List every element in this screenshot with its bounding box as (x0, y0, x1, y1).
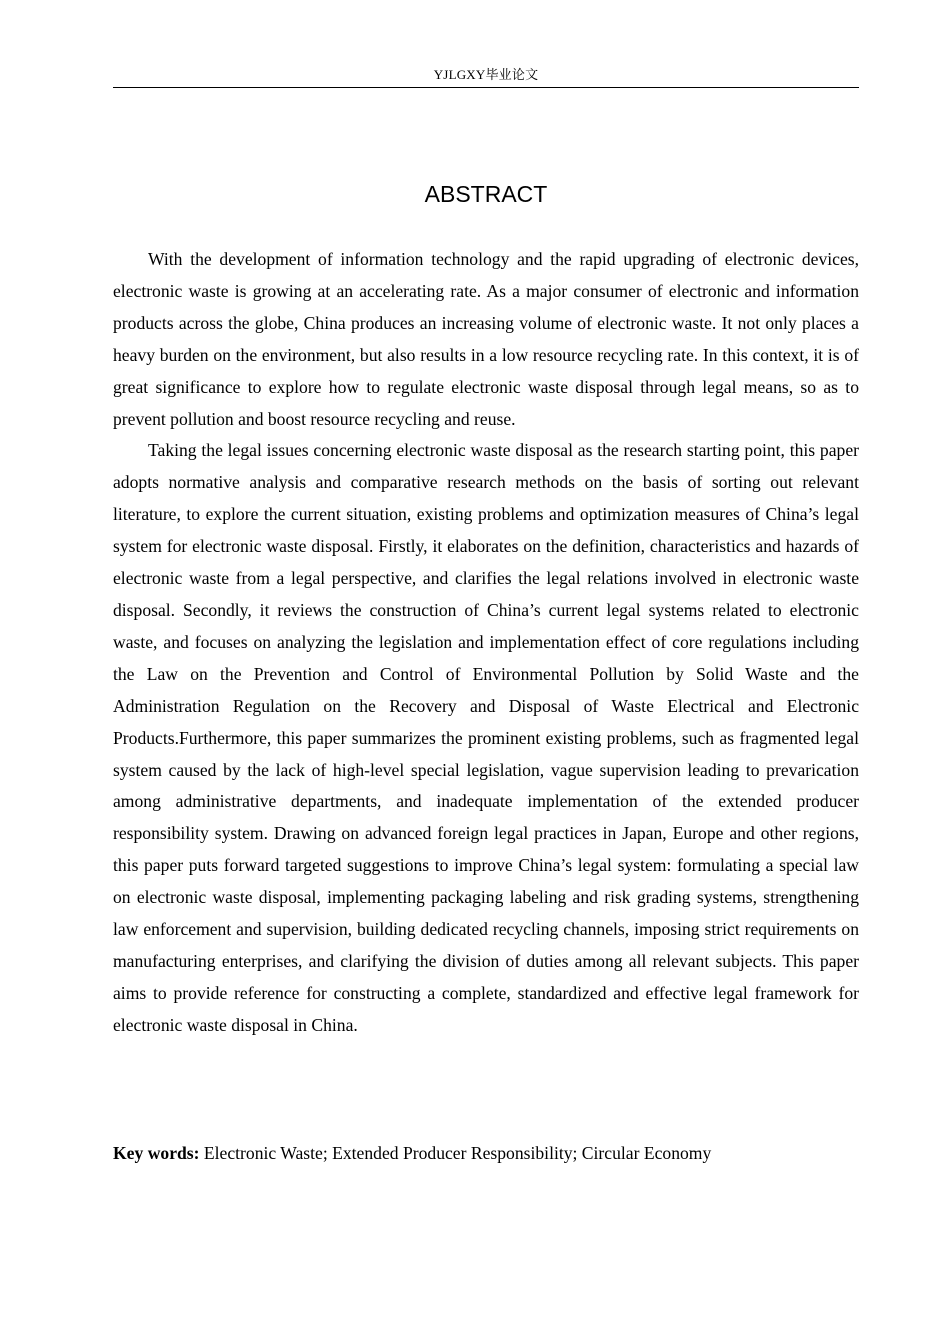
keywords-line (113, 1138, 859, 1169)
running-header: YJLGXY毕业论文 (433, 67, 539, 82)
abstract-paragraph-1: With the development of information technology and the rapid upgrading of electronic devices, electronic waste is growing at an accelerating rate. As a major consumer of electronic and information products across the globe, China produces an increasing volume of electronic waste. It not only places a heavy burden on the environment, but also results in a low resource recycling rate. In this context, it is of great significance to explore how to regulate electronic waste disposal through legal means, so as to prevent pollution and boost resource recycling and reuse. (113, 249, 859, 429)
keywords-label: Key words: (113, 1143, 200, 1163)
abstract-body (113, 244, 859, 1042)
header-rule (113, 87, 859, 88)
keywords-text: Electronic Waste; Extended Producer Responsibility; Circular Economy (203, 1143, 712, 1163)
abstract-title: ABSTRACT (424, 181, 548, 207)
abstract-paragraph-2: Taking the legal issues concerning electronic waste disposal as the research starting point, this paper adopts normative analysis and comparative research methods on the basis of sorting out relevant literature, to explore the current situation, existing problems and optimization measures of China’s legal system for electronic waste disposal. Firstly, it elaborates on the definition, characteristics and hazards of electronic waste from a legal perspective, and clarifies the legal relations involved in electronic waste disposal. Secondly, it reviews the construction of China’s current legal systems related to electronic waste, and focuses on analyzing the legislation and implementation effect of core regulations including the Law on the Prevention and Control of Environmental Pollution by Solid Waste and the Administration Regulation on the Recovery and Disposal of Waste Electrical and Electronic Products.Furthermore, this paper summarizes the prominent existing problems, such as fragmented legal system caused by the lack of high-level special legislation, vague supervision leading to prevarication among administrative departments, and inadequate implementation of the extended producer responsibility system. Drawing on advanced foreign legal practices in Japan, Europe and other regions, this paper puts forward targeted suggestions to improve China’s legal system: formulating a special law on electronic waste disposal, implementing packaging labeling and risk grading systems, strengthening law enforcement and supervision, building dedicated recycling channels, imposing strict requirements on manufacturing enterprises, and clarifying the division of duties among all relevant subjects. This paper aims to provide reference for constructing a complete, standardized and effective legal framework for electronic waste disposal in China. (113, 440, 859, 1035)
